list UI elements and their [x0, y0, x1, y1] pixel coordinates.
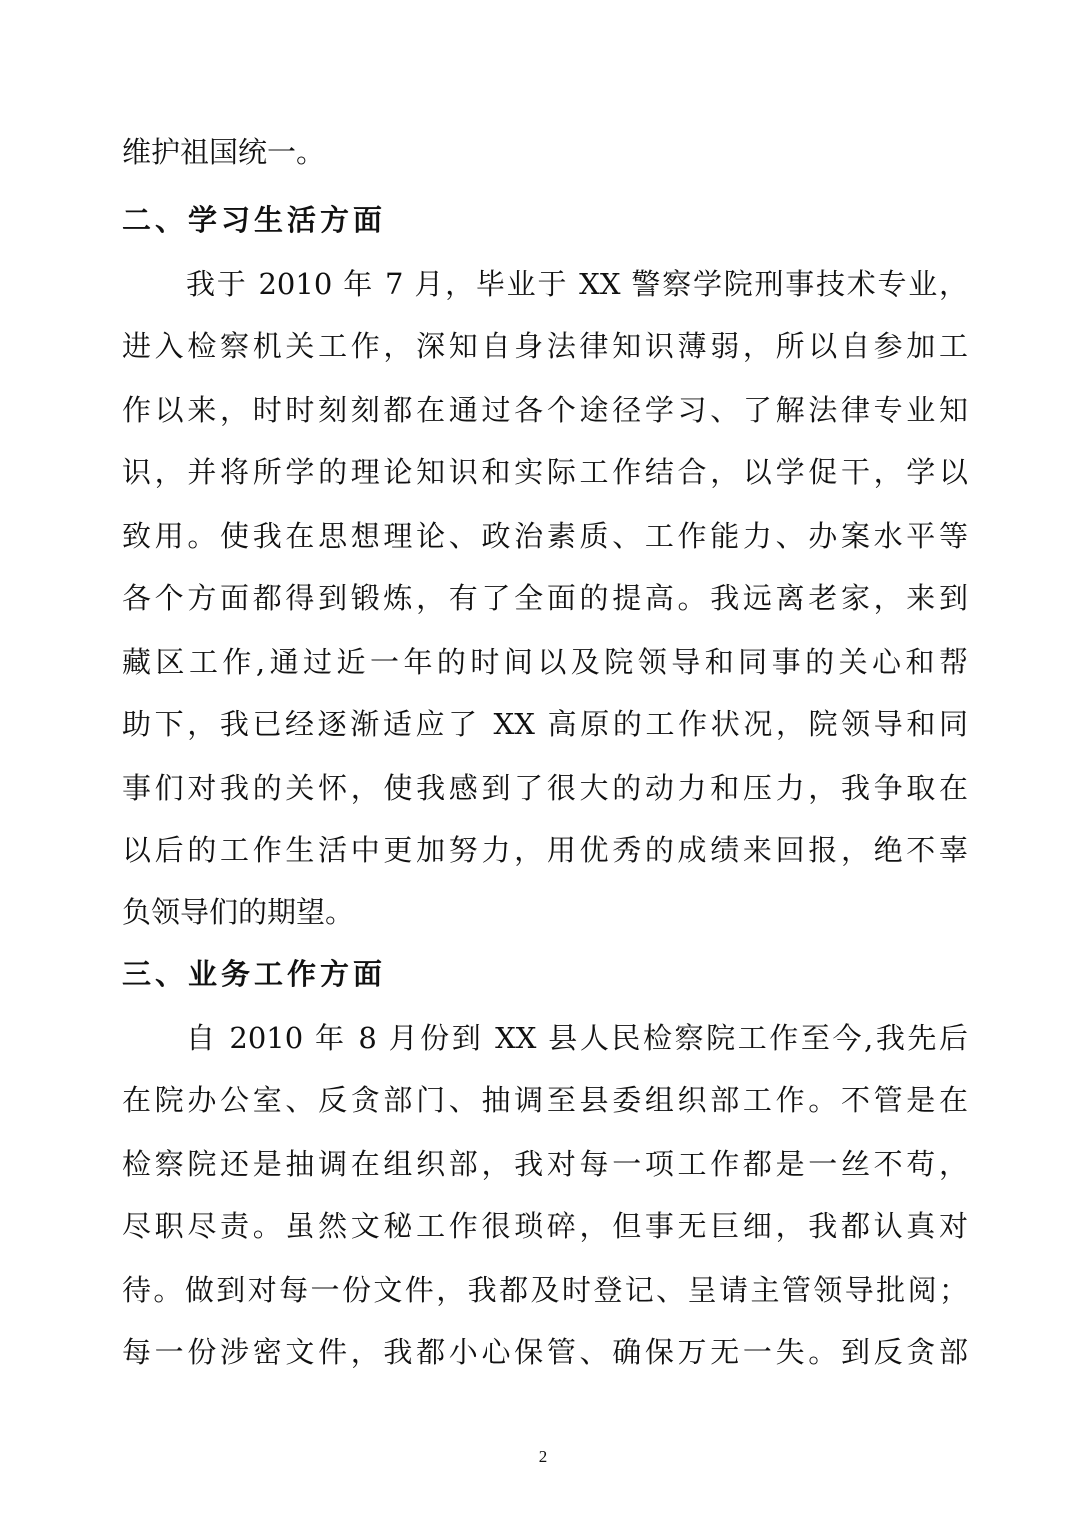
paragraph-line: 尽职尽责。虽然文秘工作很琐碎，但事无巨细，我都认真对: [122, 1209, 968, 1243]
continuation-line: 维护祖国统一。: [122, 135, 326, 169]
page-number: 2: [538, 1447, 548, 1466]
paragraph-line: 检察院还是抽调在组织部，我对每一项工作都是一丝不苟，: [122, 1147, 968, 1181]
paragraph-line: 待。做到对每一份文件，我都及时登记、呈请主管领导批阅；: [122, 1273, 968, 1307]
section-heading-business-work: 三、业务工作方面: [122, 957, 387, 991]
paragraph-line: 负领导们的期望。: [122, 895, 355, 929]
paragraph-line: 以后的工作生活中更加努力，用优秀的成绩来回报，绝不辜: [122, 833, 968, 867]
paragraph-line: 事们对我的关怀，使我感到了很大的动力和压力，我争取在: [122, 771, 968, 805]
paragraph-line: 致用。使我在思想理论、政治素质、工作能力、办案水平等: [122, 519, 968, 553]
paragraph-line: 进入检察机关工作，深知自身法律知识薄弱，所以自参加工: [122, 329, 968, 363]
paragraph-line: 每一份涉密文件，我都小心保管、确保万无一失。到反贪部: [122, 1335, 968, 1369]
paragraph-line: 助下，我已经逐渐适应了 XX 高原的工作状况，院领导和同: [122, 707, 968, 741]
paragraph-line: 自 2010 年 8 月份到 XX 县人民检察院工作至今,我先后: [186, 1021, 968, 1055]
paragraph-line: 识，并将所学的理论知识和实际工作结合，以学促干，学以: [122, 455, 968, 489]
paragraph-line: 作以来，时时刻刻都在通过各个途径学习、了解法律专业知: [122, 393, 968, 427]
paragraph-line: 在院办公室、反贪部门、抽调至县委组织部工作。不管是在: [122, 1083, 968, 1117]
section-heading-study-life: 二、学习生活方面: [122, 203, 387, 237]
paragraph-line: 我于 2010 年 7 月，毕业于 XX 警察学院刑事技术专业，: [186, 267, 968, 301]
paragraph-line: 各个方面都得到锻炼，有了全面的提高。我远离老家，来到: [122, 581, 968, 615]
paragraph-line: 藏区工作,通过近一年的时间以及院领导和同事的关心和帮: [122, 645, 968, 679]
